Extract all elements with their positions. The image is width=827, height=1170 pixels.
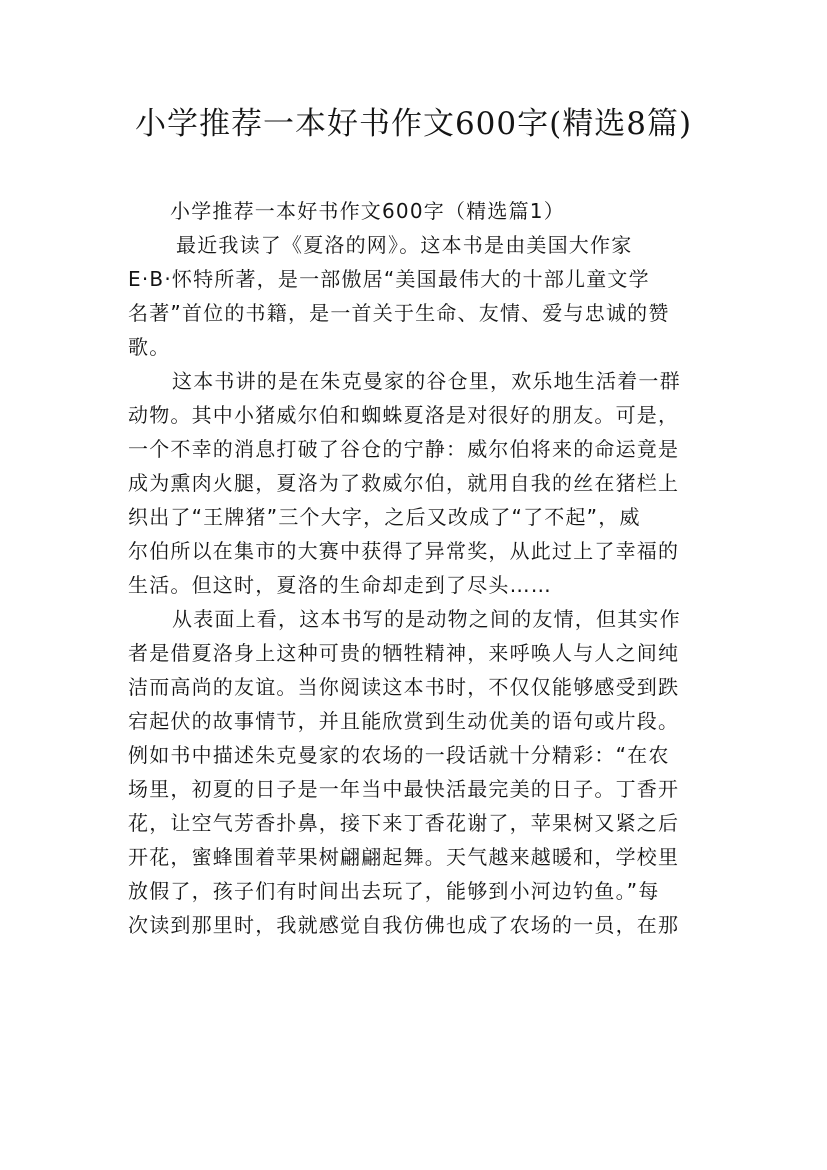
paragraph-line: 成为熏肉火腿，夏洛为了救威尔伯，就用自我的丝在猪栏上 [128,471,680,495]
section-heading: 小学推荐一本好书作文600字（精选篇1） [170,199,565,223]
paragraph-line: 从表面上看，这本书写的是动物之间的友情，但其实作 [172,607,681,631]
paragraph-line: 最近我读了《夏洛的网》。这本书是由美国大作家 [176,233,633,257]
paragraph-line: E·B·怀特所著，是一部傲居“美国最伟大的十部儿童文学 [128,267,650,291]
paragraph-line: 场里，初夏的日子是一年当中最快活最完美的日子。丁香开 [128,777,680,801]
paragraph-line: 洁而高尚的友谊。当你阅读这本书时，不仅仅能够感受到跌 [128,675,680,699]
paragraph-line: 这本书讲的是在朱克曼家的谷仓里，欢乐地生活着一群 [172,369,681,393]
paragraph-line: 名著”首位的书籍，是一首关于生命、友情、爱与忠诚的赞 [128,301,670,325]
paragraph-line: 例如书中描述朱克曼家的农场的一段话就十分精彩：“在农 [128,743,670,767]
paragraph-line: 次读到那里时，我就感觉自我仿佛也成了农场的一员，在那 [128,913,680,937]
paragraph-line: 放假了，孩子们有时间出去玩了，能够到小河边钓鱼。”每 [128,879,660,903]
paragraph-line: 一个不幸的消息打破了谷仓的宁静：威尔伯将来的命运竟是 [128,437,680,461]
paragraph-line: 尔伯所以在集市的大赛中获得了异常奖，从此过上了幸福的 [128,539,680,563]
document-body [128,194,714,942]
paragraph-line: 生活。但这时，夏洛的生命却走到了尽头…… [128,573,552,597]
paragraph-line: 织出了“王牌猪”三个大字，之后又改成了“了不起”，威 [128,505,641,529]
document-title: 小学推荐一本好书作文600字(精选8篇) [134,106,693,142]
paragraph-line: 花，让空气芳香扑鼻，接下来丁香花谢了，苹果树又紧之后 [128,811,680,835]
paragraph-line: 者是借夏洛身上这种可贵的牺牲精神，来呼唤人与人之间纯 [128,641,680,665]
paragraph-line: 动物。其中小猪威尔伯和蜘蛛夏洛是对很好的朋友。可是， [128,403,680,427]
paragraph-line: 宕起伏的故事情节，并且能欣赏到生动优美的语句或片段。 [128,709,680,733]
paragraph-line: 歌。 [128,335,171,359]
paragraph-line: 开花，蜜蜂围着苹果树翩翩起舞。天气越来越暖和，学校里 [128,845,680,869]
